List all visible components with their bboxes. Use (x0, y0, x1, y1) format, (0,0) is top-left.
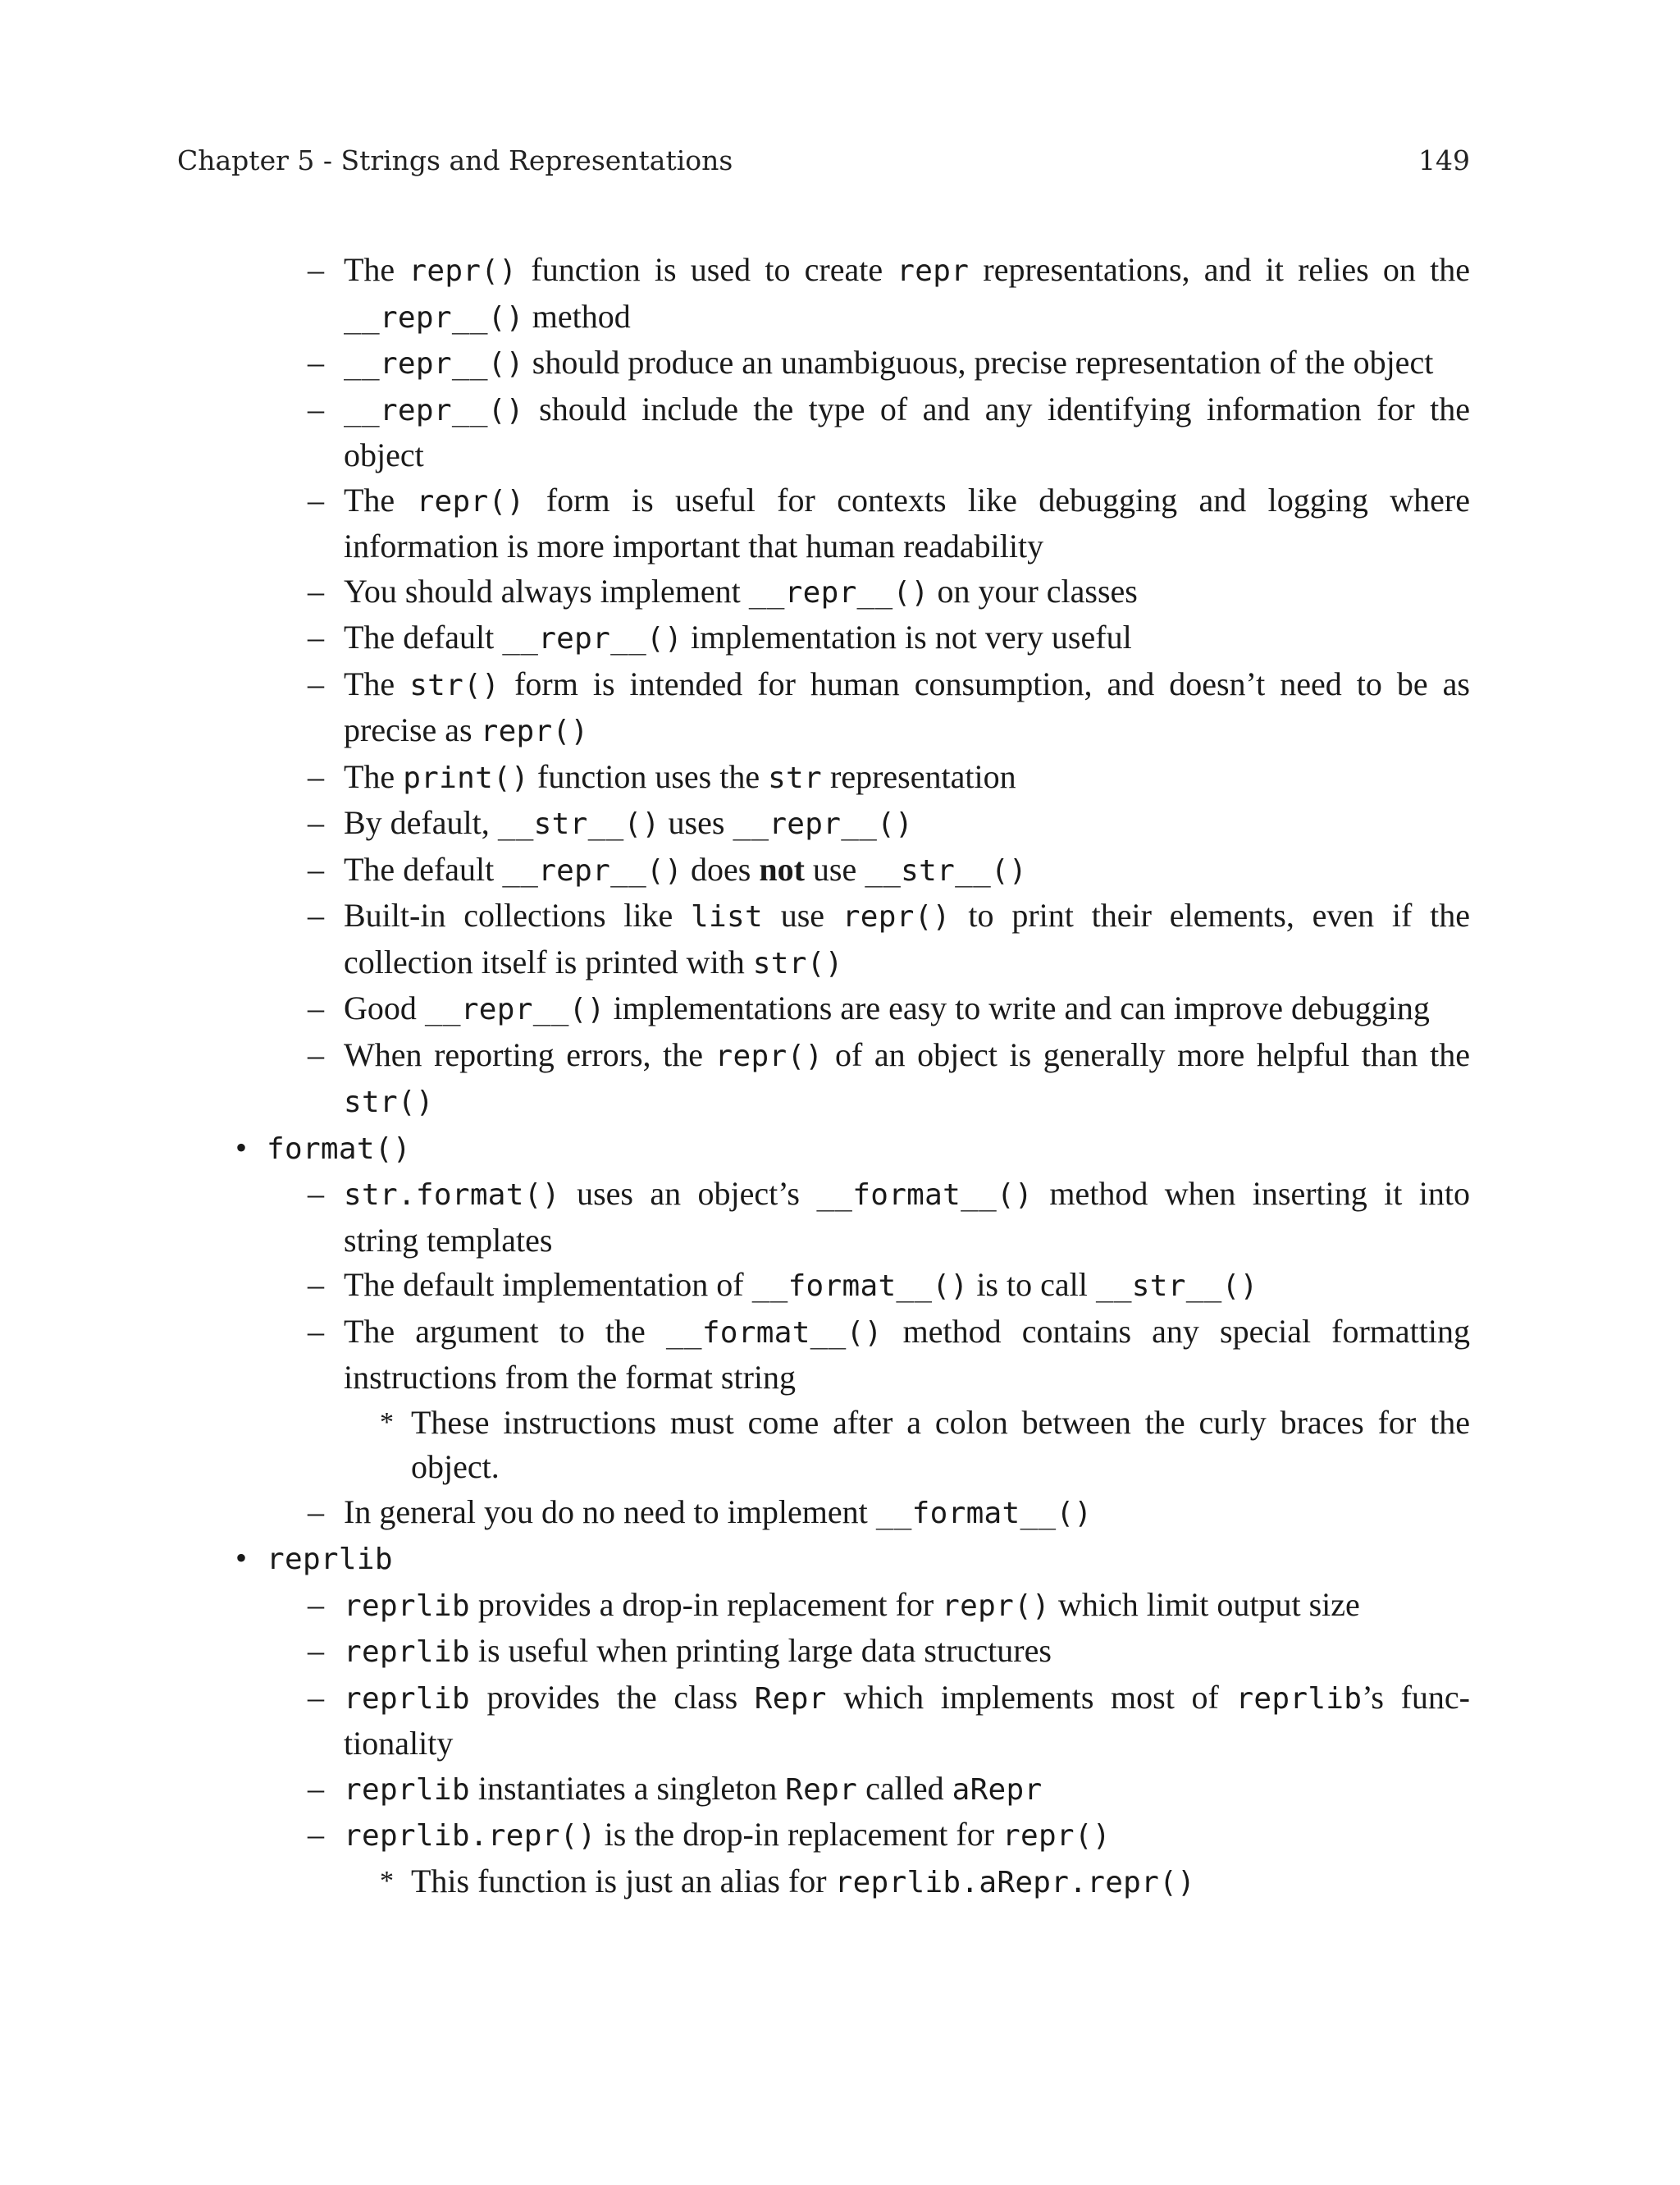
list-item (0, 387, 1470, 478)
list-marker: – (308, 665, 324, 702)
text-run: should include the type of and any identifying information for the object (344, 390, 1470, 473)
text-run: function is used to create (517, 251, 897, 288)
inline-code: __format__() (816, 1178, 1033, 1212)
inline-code: repr() (842, 900, 951, 934)
text-run: uses an object’s (559, 1175, 817, 1212)
text-run: provides the class (469, 1678, 755, 1716)
text-run: uses (660, 804, 733, 841)
inline-code: Repr (785, 1772, 858, 1807)
text-run: should produce an unambiguous, precise representation of the object (523, 344, 1434, 381)
inline-code: reprlib (344, 1635, 470, 1669)
inline-code: __repr__() (344, 393, 524, 427)
text-run: representations, and it relies on the (969, 251, 1470, 288)
text-run: method when inserting it into string templates (344, 1175, 1470, 1259)
text-run: function uses the (529, 757, 769, 795)
list-item (0, 615, 1470, 662)
list-marker: – (308, 1312, 324, 1350)
list-item (0, 1583, 1470, 1630)
list-item (0, 569, 1470, 616)
text-run: The default (344, 619, 503, 656)
inline-code: reprlib.aRepr.repr() (834, 1865, 1196, 1899)
list-item (0, 341, 1470, 387)
text-run: The (344, 665, 410, 702)
inline-code: repr() (942, 1588, 1051, 1623)
list-marker: – (308, 1266, 324, 1303)
inline-code: __format__() (665, 1315, 883, 1350)
list-item (0, 1490, 1470, 1537)
list-item (0, 1859, 1470, 1906)
text-run: The (344, 757, 404, 795)
inline-code: __repr__() (748, 575, 929, 610)
text-run: to print their elements, even if the collection itself is printed with (344, 897, 1470, 981)
list-marker: – (308, 619, 324, 656)
text-run: form is useful for contexts like debugging and logging where information is more important that human readability (344, 481, 1470, 565)
text-run: These instructions must come after a colon between the curly braces for the object. (411, 1403, 1470, 1485)
text-run: on your classes (929, 572, 1138, 610)
text-run: does (682, 850, 760, 888)
list-marker: – (308, 1492, 324, 1530)
inline-code: __repr__() (424, 993, 605, 1026)
text-run: You should always implement (344, 572, 749, 610)
inline-code: __format__() (875, 1496, 1093, 1530)
text-run: This function is just an alias for (411, 1862, 835, 1899)
text-run: implementations are easy to write and can improve debugging (605, 990, 1430, 1026)
list-marker: – (308, 1585, 324, 1623)
inline-code: __str__() (1095, 1269, 1258, 1303)
inline-code: str() (752, 946, 843, 981)
text-run: The default implementation of (344, 1266, 752, 1303)
list-item (0, 248, 1470, 341)
text-run: The (344, 251, 409, 288)
inline-code: Repr (754, 1681, 827, 1716)
list-marker: – (308, 757, 324, 795)
inline-code: repr() (1002, 1819, 1111, 1853)
list-marker: – (308, 481, 324, 519)
inline-code: str() (344, 1086, 434, 1119)
inline-code: aRepr (952, 1772, 1043, 1807)
inline-code: repr (897, 254, 970, 288)
text-run: method contains any special formatting instructions from the format string (344, 1312, 1471, 1396)
list-item (0, 1675, 1470, 1767)
inline-code: print() (403, 761, 530, 795)
list-item (0, 894, 1470, 986)
text-run: implementation is not very useful (682, 619, 1132, 656)
inline-code: __repr__() (344, 347, 524, 381)
inline-code: format() (267, 1131, 411, 1166)
page-number: 149 (1418, 144, 1470, 176)
list-item (0, 1767, 1470, 1813)
text-run: The default (344, 850, 503, 888)
list-item (0, 1126, 1470, 1172)
list-marker: – (308, 1769, 324, 1807)
list-item (0, 801, 1470, 848)
text-run: use (804, 850, 865, 888)
list-marker: – (308, 1816, 324, 1853)
inline-code: list (691, 900, 763, 934)
list-marker: – (308, 390, 324, 427)
list-item (0, 1812, 1470, 1859)
list-item (0, 478, 1470, 569)
inline-code: str.format() (344, 1178, 560, 1212)
list-item (0, 662, 1470, 755)
list-item (0, 1033, 1470, 1126)
text-run: Good (344, 990, 425, 1026)
inline-code: repr() (480, 715, 589, 748)
text-run: ’s functionality (344, 1678, 1470, 1762)
inline-code: reprlib (344, 1588, 470, 1623)
inline-code: reprlib (344, 1772, 470, 1807)
inline-code: repr() (714, 1039, 824, 1073)
list-marker: – (308, 1175, 324, 1212)
bold-text: not (759, 850, 805, 888)
inline-code: str (768, 761, 822, 795)
list-marker: – (308, 1035, 324, 1073)
list-item (0, 1172, 1470, 1263)
list-marker: – (308, 1678, 324, 1716)
list-item (0, 1536, 1470, 1583)
inline-code: __str__() (865, 853, 1027, 888)
inline-code: __repr__() (502, 853, 682, 888)
text-run: instantiates a singleton (469, 1769, 786, 1807)
list-marker: • (235, 1539, 248, 1576)
list-marker: – (308, 344, 324, 381)
inline-code: reprlib (267, 1543, 393, 1576)
list-marker: – (308, 897, 324, 934)
bullet-list (0, 248, 1680, 1905)
inline-code: __format__() (751, 1269, 969, 1303)
text-run: In general you do no need to implement (344, 1492, 876, 1530)
list-item (0, 1629, 1470, 1675)
text-run: form is intended for human consumption, and doesn’t need to be as precise as (344, 665, 1470, 748)
text-run: When reporting errors, the (344, 1035, 715, 1073)
text-run: is useful when printing large data structures (469, 1632, 1052, 1669)
list-item (0, 848, 1470, 894)
text-run: The (344, 481, 417, 519)
text-run: The argument to the (344, 1312, 666, 1350)
list-marker: * (380, 1865, 394, 1896)
running-header (177, 144, 1470, 185)
text-run: which limit output size (1050, 1585, 1360, 1623)
inline-code: __repr__() (344, 300, 524, 335)
text-run: representation (822, 757, 1016, 795)
text-run: method (523, 297, 631, 335)
inline-code: repr() (409, 254, 518, 288)
chapter-title: Chapter 5 - Strings and Representations (177, 144, 733, 176)
list-item (0, 986, 1470, 1033)
list-marker: • (235, 1128, 248, 1166)
text-run: By default, (344, 804, 498, 841)
text-run: which implements most of (826, 1678, 1236, 1716)
inline-code: __repr__() (733, 807, 914, 841)
list-marker: – (308, 804, 324, 841)
inline-code: repr() (416, 484, 525, 519)
list-item (0, 1263, 1470, 1310)
list-marker: – (308, 1632, 324, 1669)
inline-code: reprlib.repr() (344, 1819, 596, 1853)
inline-code: __repr__() (502, 622, 682, 656)
text-run: of an object is generally more helpful than the (823, 1035, 1470, 1073)
list-item (0, 755, 1470, 802)
list-marker: – (308, 251, 324, 288)
text-run: use (762, 897, 842, 934)
list-marker: * (380, 1406, 394, 1438)
text-run: is the drop-in replacement for (596, 1816, 1003, 1853)
inline-code: str() (409, 668, 500, 702)
list-item (0, 1401, 1470, 1490)
list-marker: – (308, 990, 324, 1026)
list-marker: – (308, 572, 324, 610)
inline-code: reprlib (344, 1681, 470, 1716)
inline-code: __str__() (497, 807, 660, 841)
inline-code: reprlib (1235, 1681, 1363, 1716)
text-run: called (857, 1769, 952, 1807)
text-run: Built-in collections like (344, 897, 692, 934)
text-run: provides a drop-in replacement for (469, 1585, 943, 1623)
text-run: is to call (968, 1266, 1096, 1303)
list-item (0, 1310, 1470, 1401)
list-marker: – (308, 850, 324, 888)
